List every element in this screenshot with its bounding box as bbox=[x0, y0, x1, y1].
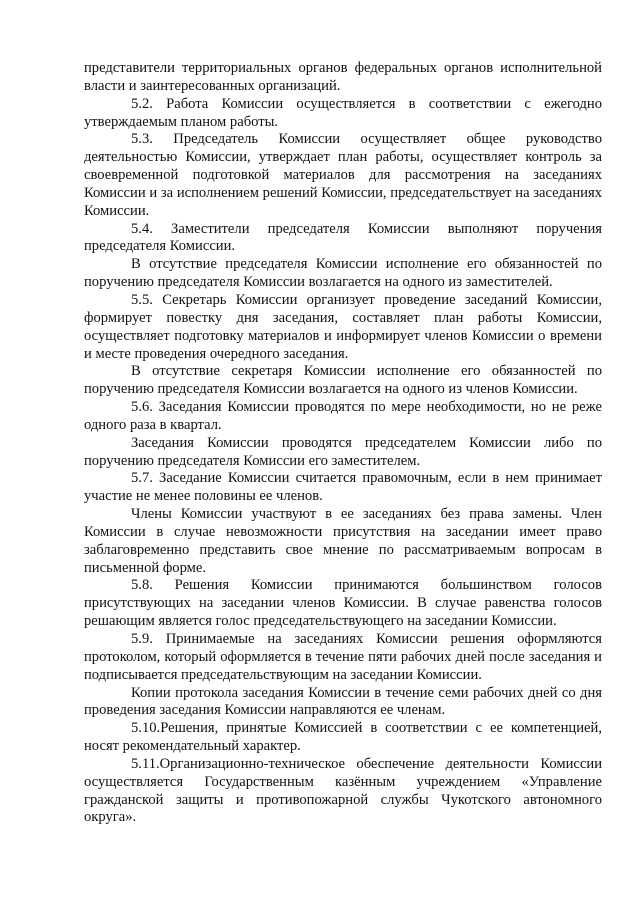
paragraph-5-2: 5.2. Работа Комиссии осуществляется в соответствии с ежегодно утверждаемым планом работы. bbox=[84, 95, 602, 130]
paragraph-5-5-absence: В отсутствие секретаря Комиссии исполнение его обязанностей по поручению председателя Комиссии возлагается на одного из членов Комиссии. bbox=[84, 363, 602, 398]
paragraph-5-11: 5.11.Организационно-техническое обеспечение деятельности Комиссии осуществляется Государственным казённым учреждением «Управление гражданской защиты и противопожарной службы Чукотского автономного округа». bbox=[84, 755, 602, 826]
paragraph-5-9: 5.9. Принимаемые на заседаниях Комиссии решения оформляются протоколом, который оформляется в течение пяти рабочих дней после заседания и подписывается председательствующим на заседании Комиссии. bbox=[84, 631, 602, 683]
paragraph-5-6-chair: Заседания Комиссии проводятся председателем Комиссии либо по поручению председателя Комиссии его заместителем. bbox=[84, 434, 602, 469]
paragraph-5-8: 5.8. Решения Комиссии принимаются большинством голосов присутствующих на заседании членов Комиссии. В случае равенства голосов решающим является голос председательствующего на заседании Комиссии. bbox=[84, 577, 602, 630]
paragraph-5-3: 5.3. Председатель Комиссии осуществляет общее руководство деятельностью Комиссии, утверждает план работы, осуществляет контроль за своевременной подготовкой материалов для рассмотрения на заседаниях Комиссии и за исполнением решений Комиссии, председательствует на заседаниях Комиссии. bbox=[84, 131, 602, 219]
paragraph-continuation: представители территориальных органов федеральных органов исполнительной власти и заинтересованных организаций. bbox=[84, 60, 602, 94]
paragraph-5-7-members: Члены Комиссии участвуют в ее заседаниях без права замены. Член Комиссии в случае невозможности присутствия на заседании имеет право заблаговременно представить свое мнение по рассматриваемым вопросам в письменной форме. bbox=[84, 506, 602, 576]
paragraph-5-6: 5.6. Заседания Комиссии проводятся по мере необходимости, но не реже одного раза в квартал. bbox=[84, 399, 602, 433]
paragraph-5-4: 5.4. Заместители председателя Комиссии выполняют поручения председателя Комиссии. bbox=[84, 220, 602, 255]
document-page bbox=[84, 60, 602, 827]
paragraph-5-7: 5.7. Заседание Комиссии считается правомочным, если в нем принимает участие не менее половины ее членов. bbox=[84, 470, 602, 505]
paragraph-5-4-absence: В отсутствие председателя Комиссии исполнение его обязанностей по поручению председателя Комиссии возлагается на одного из заместителей. bbox=[84, 256, 602, 291]
paragraph-5-5: 5.5. Секретарь Комиссии организует проведение заседаний Комиссии, формирует повестку дня заседания, составляет план работы Комиссии, осуществляет подготовку материалов и информирует членов Комиссии о времени и месте проведения очередного заседания. bbox=[84, 291, 602, 362]
paragraph-5-9-copies: Копии протокола заседания Комиссии в течение семи рабочих дней со дня проведения заседания Комиссии направляются ее членам. bbox=[84, 684, 602, 719]
paragraph-5-10: 5.10.Решения, принятые Комиссией в соответствии с ее компетенцией, носят рекомендательный характер. bbox=[84, 720, 602, 755]
